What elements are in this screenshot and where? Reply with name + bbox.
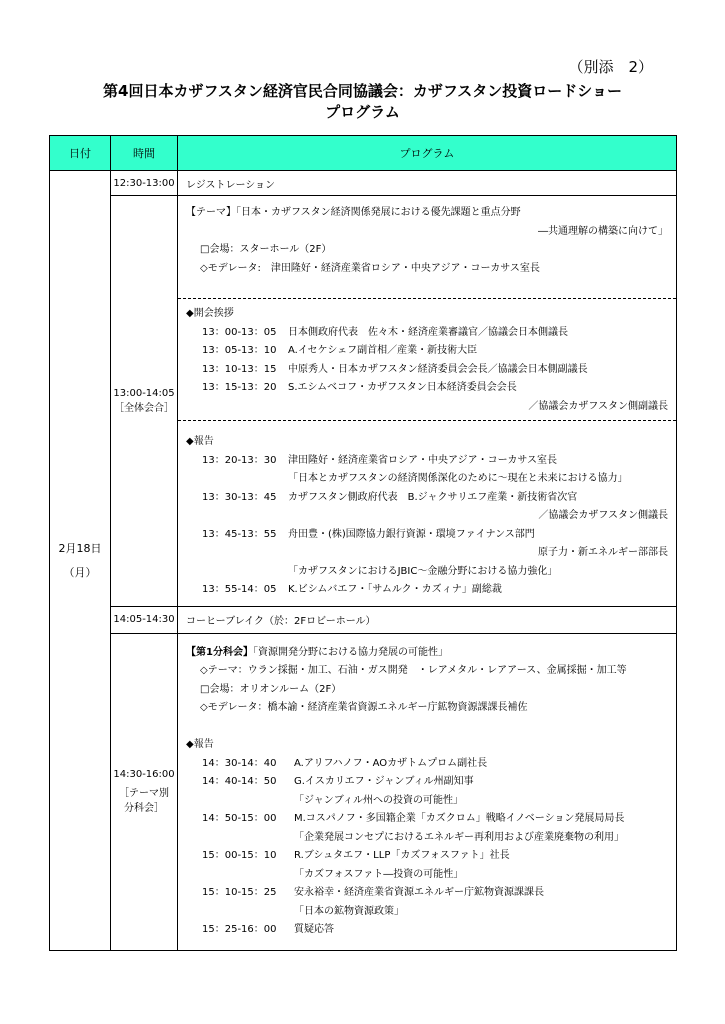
program-cell <box>178 171 677 196</box>
time-range: 13:00-14:05 <box>113 387 175 399</box>
attachment-label: （別添 2） <box>568 58 653 76</box>
program-cell <box>178 196 677 607</box>
date-cell <box>50 171 111 951</box>
time-range: 14:30-16:00 <box>113 769 175 780</box>
col-time-header: 時間 <box>111 136 178 171</box>
agenda-item: 14：50-15：00 M.コスパノフ・多国籍企業「カズクロム」戦略イノベーション発展局局長 <box>202 813 625 824</box>
page-subtitle: プログラム <box>325 103 400 121</box>
time-cell <box>111 196 178 607</box>
venue-line: □会場：スターホール（2F） <box>200 244 332 255</box>
agenda-item-cont: ／協議会カザフスタン側議長 <box>538 510 668 521</box>
moderator-line: ◇モデレータ: 津田隆好・経済産業省ロシア・中央アジア・コーカサス室長 <box>200 262 540 274</box>
agenda-item: 14：30-14：40 A.アリフハノフ・AOカザトムプロム副社長 <box>202 757 488 769</box>
time-cell: 12:30-13:00 <box>111 171 178 196</box>
table-row-session <box>50 633 677 950</box>
theme-line: 【テーマ】「日本・カザフスタン経済関係発展における優先課題と重点分野 <box>186 207 521 218</box>
agenda-item: 15：25-16：00 質疑応答 <box>202 924 334 935</box>
agenda-item: 15：10-15：25 安永裕幸・経済産業省資源エネルギー庁鉱物資源課課長 <box>202 887 544 898</box>
agenda-item-cont: ／協議会カザフスタン側副議長 <box>528 400 668 412</box>
session-type: ［テーマ別 <box>119 788 169 799</box>
date-text: 2月18日 <box>58 542 102 556</box>
agenda-title: 「ジャンブィル州への投資の可能性」 <box>294 794 463 806</box>
table-row-plenary <box>50 196 677 607</box>
moderator-line: ◇モデレータ：橋本諭・経済産業省資源エネルギー庁鉱物資源課課長補佐 <box>200 702 528 713</box>
col-date-header: 日付 <box>50 136 111 171</box>
table-row-break <box>50 606 677 633</box>
table-header-row <box>50 136 677 171</box>
session-type-cont: 分科会］ <box>124 803 164 814</box>
report-heading: ◆報告 <box>186 739 214 750</box>
agenda-item-cont: 原子力・新エネルギー部部長 <box>538 547 668 558</box>
session-heading: 【第1分科会】「資源開発分野における協力発展の可能性」 <box>186 646 448 658</box>
weekday-text: （月） <box>63 566 97 580</box>
agenda-title: 「企業発展コンセプにおけるエネルギー再利用および産業廃棄物の利用」 <box>294 831 624 843</box>
agenda-title: 「日本の鉱物資源政策」 <box>294 905 404 917</box>
agenda-title: 「日本とカザフスタンの経済関係深化のために～現在と未来における協力」 <box>288 473 628 484</box>
agenda-item: 13：30-13：45 カザフスタン側政府代表 B.ジャクサリエフ産業・新技術省次官 <box>202 491 578 503</box>
agenda-title: 「カザフスタンにおけるJBIC～金融分野における協力強化」 <box>288 565 558 577</box>
opening-heading: ◆開会挨拶 <box>186 308 234 319</box>
program-cell <box>178 606 677 633</box>
program-cell <box>178 633 677 950</box>
time-cell: 14:05-14:30 <box>111 606 178 633</box>
agenda-item: 13：20-13：30 津田隆好・経済産業省ロシア・中央アジア・コーカサス室長 <box>202 454 557 466</box>
theme-line-cont: ―共通理解の構築に向けて」 <box>538 225 668 237</box>
agenda-item: 15：00-15：10 R.ブシュタエフ・LLP「カズフォスファト」社長 <box>202 850 510 861</box>
col-program-header: プログラム <box>178 136 677 171</box>
agenda-item: 13：10-13：15 中原秀人・日本カザフスタン経済委員会会長／協議会日本側副議長 <box>202 363 588 375</box>
report-heading: ◆報告 <box>186 436 214 447</box>
program-text: コーヒーブレイク（於：2Fロビーホール） <box>186 616 376 627</box>
venue-line: □会場：オリオンルーム（2F） <box>200 683 342 695</box>
agenda-title: 「カズフォスファト―投資の可能性」 <box>294 868 464 880</box>
program-text: レジストレーション <box>186 179 276 191</box>
session-type: ［全体会合］ <box>114 402 174 414</box>
theme-line: ◇テーマ：ウラン採掘・加工、石油・ガス開発 ・レアメタル・レアアース、金属採掘・加工等 <box>200 665 627 676</box>
agenda-item: 13：55-14：05 K.ビシムバエフ・「サムルク・カズィナ」副総裁 <box>202 584 502 595</box>
agenda-item: 13：00-13：05 日本側政府代表 佐々木・経済産業審議官／協議会日本側議長 <box>202 326 568 338</box>
program-table <box>49 135 677 951</box>
agenda-item: 13：05-13：10 A.イセケシェフ副首相／産業・新技術大臣 <box>202 345 478 356</box>
page-title: 第4回日本カザフスタン経済官民合同協議会：カザフスタン投資ロードショー <box>103 82 622 100</box>
agenda-item: 13：45-13：55 舟田豊・(株)国際協力銀行資源・環境ファイナンス部門 <box>202 528 535 540</box>
table-row-registration <box>50 171 677 196</box>
time-cell <box>111 633 178 950</box>
agenda-item: 13：15-13：20 S.エシムベコフ・カザフスタン日本経済委員会会長 <box>202 382 517 393</box>
agenda-item: 14：40-14：50 G.イスカリエフ・ジャンブィル州副知事 <box>202 776 474 787</box>
